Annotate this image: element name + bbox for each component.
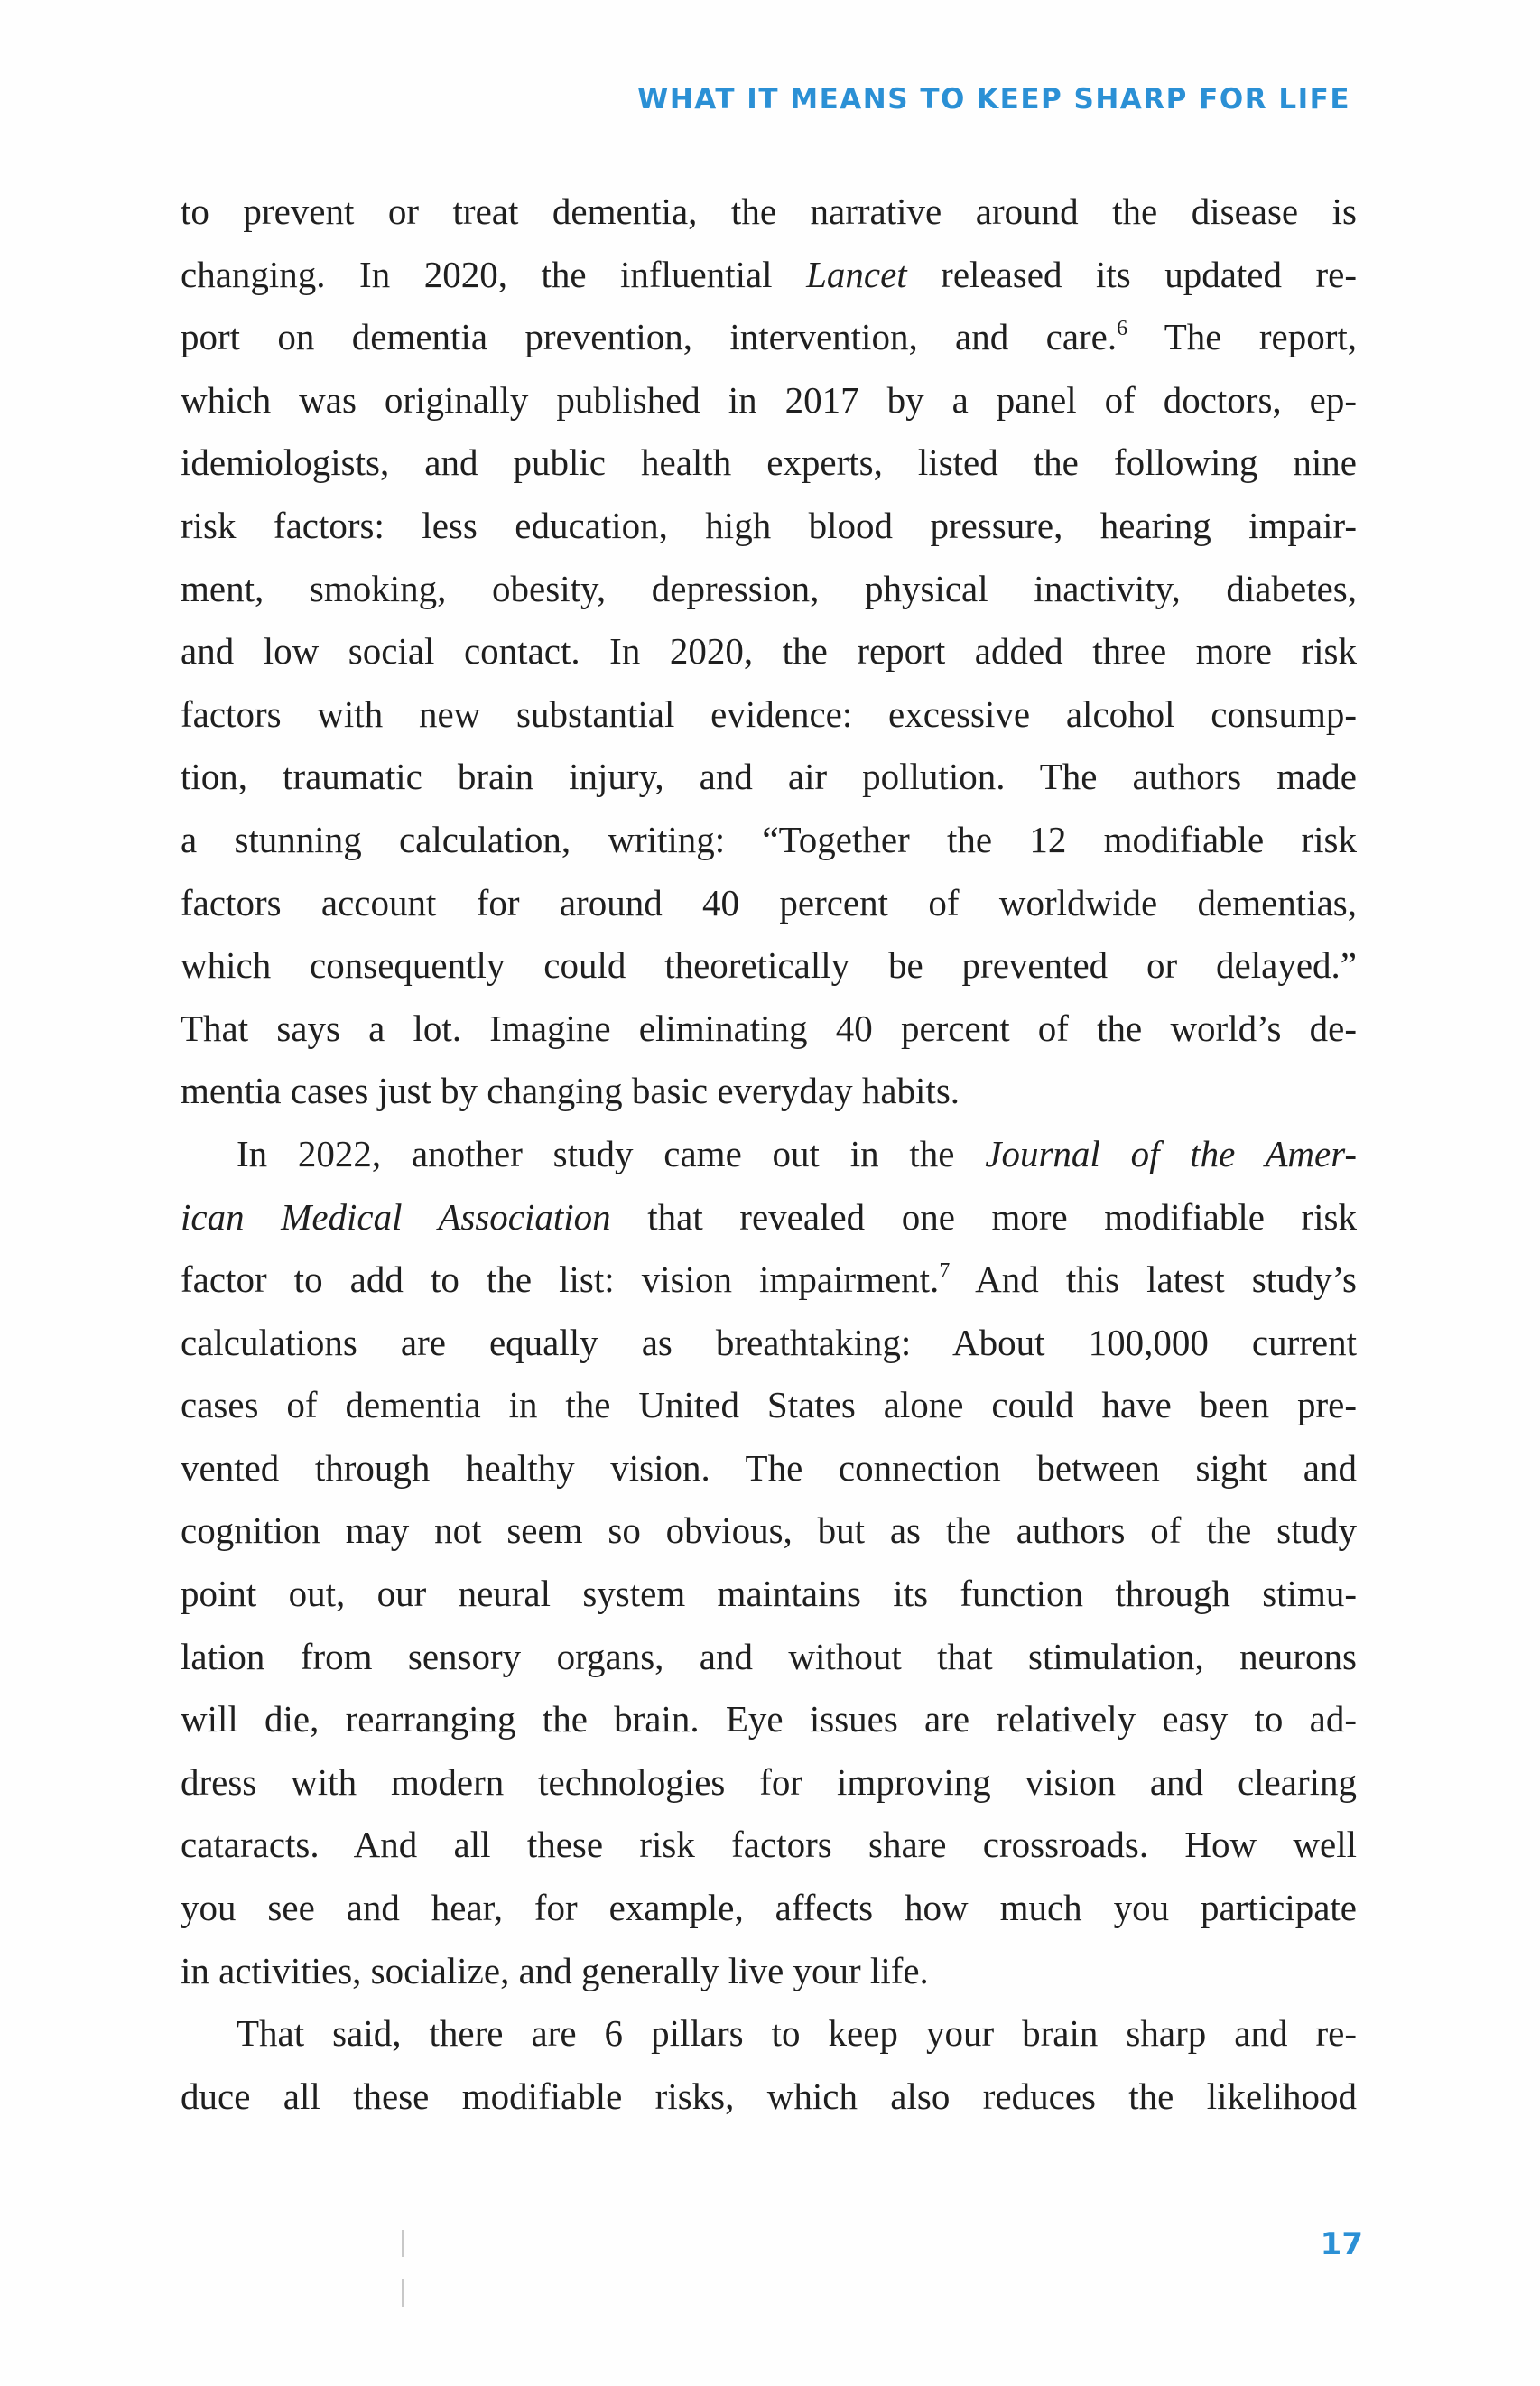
paragraph [181,181,1357,1123]
text-line: vented through healthy vision. The connection between sight and [181,1446,1357,1489]
text-line: which consequently could theoretically be prevented or delayed.” [181,944,1357,987]
text-line: and low social contact. In 2020, the report added three more risk [181,630,1357,673]
page-number: 17 [1320,2226,1363,2262]
text-line: you see and hear, for example, affects how much you participate [181,1887,1357,1929]
scan-artifact-mark [402,2230,404,2257]
paragraph [181,2002,1357,2128]
text-line: That says a lot. Imagine eliminating 40 percent of the world’s de- [181,1007,1357,1049]
text-line: tion, traumatic brain injury, and air pollution. The authors made [181,756,1357,798]
text-line: risk factors: less education, high blood pressure, hearing impair- [181,504,1357,546]
text-line: That said, there are 6 pillars to keep your brain sharp and re- [237,2012,1357,2055]
running-head: WHAT IT MEANS TO KEEP SHARP FOR LIFE [637,83,1350,116]
text-line: ican Medical Association that revealed one more modifiable risk [181,1195,1357,1238]
italic-title: Lancet [806,253,907,295]
text-line: idemiologists, and public health experts, listed the following nine [181,441,1357,484]
paragraph [181,1123,1357,2002]
text-line: mentia cases just by changing basic everyday habits. [181,1070,960,1112]
text-line: cataracts. And all these risk factors share crossroads. How well [181,1824,1357,1866]
text-line: changing. In 2020, the influential Lancet released its updated re- [181,253,1357,295]
scan-artifact-mark [402,2279,404,2307]
text-line: in activities, socialize, and generally live your life. [181,1949,929,1991]
text-line: duce all these modifiable risks, which also reduces the likelihood [181,2075,1357,2117]
text-line: cases of dementia in the United States alone could have been pre- [181,1384,1357,1426]
text-line: calculations are equally as breathtaking: About 100,000 current [181,1321,1357,1363]
text-line: will die, rearranging the brain. Eye issues are relatively easy to ad- [181,1698,1357,1741]
text-line: which was originally published in 2017 by a panel of doctors, ep- [181,378,1357,421]
text-line: a stunning calculation, writing: “Together the 12 modifiable risk [181,818,1357,860]
text-line: lation from sensory organs, and without that stimulation, neurons [181,1635,1357,1677]
text-line: port on dementia prevention, intervention, and care.$^6$ The report, [181,316,1357,358]
italic-title: Journal of the Amer- [985,1132,1357,1174]
text-line: factor to add to the list: vision impairment.$^7$ And this latest study’s [181,1258,1357,1301]
text-line: cognition may not seem so obvious, but as the authors of the study [181,1509,1357,1552]
footnote-marker: 6 [1117,317,1128,341]
body-text [181,181,1357,2128]
footnote-marker: 7 [939,1259,951,1284]
text-line: point out, our neural system maintains its function through stimu- [181,1573,1357,1615]
text-line: to prevent or treat dementia, the narrative around the disease is [181,190,1357,232]
text-line: factors with new substantial evidence: excessive alcohol consump- [181,692,1357,735]
text-line: ment, smoking, obesity, depression, physical inactivity, diabetes, [181,567,1357,609]
text-line: dress with modern technologies for improving vision and clearing [181,1760,1357,1803]
italic-title: ican Medical Association [181,1195,611,1238]
text-line: In 2022, another study came out in the Journal of the Amer- [237,1132,1357,1174]
text-line: factors account for around 40 percent of worldwide dementias, [181,881,1357,924]
